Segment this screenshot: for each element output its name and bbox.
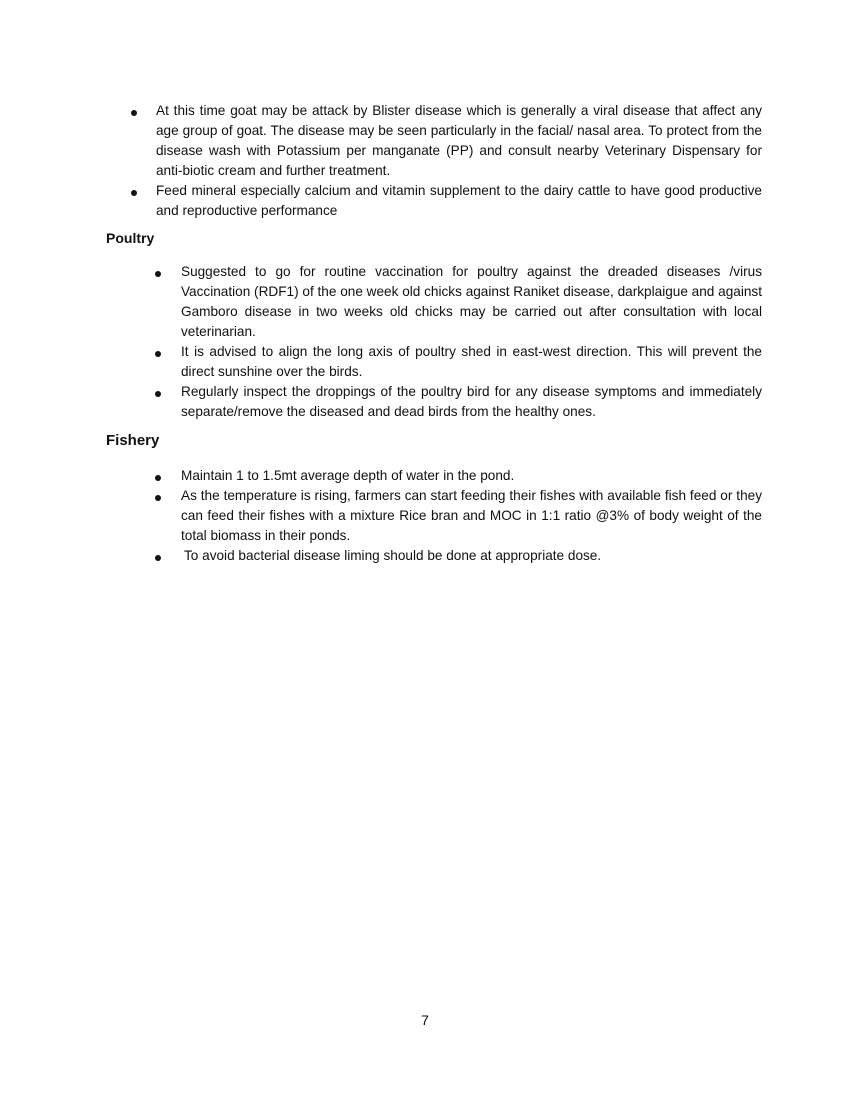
list-item-text: As the temperature is rising, farmers can start feeding their fishes with available fish feed or they can feed their fishes with a mixture Rice bran and MOC in 1:1 ratio @3% of body weight of the total biomass in their ponds. [181,488,762,543]
bullet-icon [155,475,161,481]
bullet-icon [155,271,161,277]
list-item [156,181,762,221]
bullet-icon [155,555,161,561]
list-item [181,382,762,422]
list-item-text: Suggested to go for routine vaccination for poultry against the dreaded diseases /virus Vaccination (RDF1) of the one week old chicks against Raniket disease, darkplaigue and against Gamboro disease in two weeks old chicks may be carried out after consultation with local veterinarian. [181,264,762,339]
list-item [181,262,762,342]
bullet-icon [131,190,137,196]
list-item-text: At this time goat may be attack by Blister disease which is generally a viral disease that affect any age group of goat. The disease may be seen particularly in the facial/ nasal area. To protect from the disease wash with Potassium per manganate (PP) and consult nearby Veterinary Dispensary for anti-biotic cream and further treatment. [156,103,762,178]
fishery-advice-list [181,466,762,566]
list-item [181,486,762,546]
list-item [181,546,762,566]
bullet-icon [155,351,161,357]
bullet-icon [155,391,161,397]
list-item-text: To avoid bacterial disease liming should be done at appropriate dose. [184,548,602,563]
list-item-text: Regularly inspect the droppings of the poultry bird for any disease symptoms and immediately separate/remove the diseased and dead birds from the healthy ones. [181,384,762,419]
list-item [181,466,762,486]
bullet-icon [155,495,161,501]
page-number: 7 [421,1012,429,1028]
poultry-advice-list [181,262,762,422]
list-item [156,101,762,181]
list-item-text: Maintain 1 to 1.5mt average depth of water in the pond. [181,468,515,483]
list-item-text: It is advised to align the long axis of poultry shed in east-west direction. This will prevent the direct sunshine over the birds. [181,344,762,379]
list-item [181,342,762,382]
livestock-advice-list [156,101,762,221]
list-item-text: Feed mineral especially calcium and vitamin supplement to the dairy cattle to have good productive and reproductive performance [156,183,762,218]
fishery-heading: Fishery [106,432,160,449]
bullet-icon [131,110,137,116]
poultry-heading: Poultry [106,230,155,246]
